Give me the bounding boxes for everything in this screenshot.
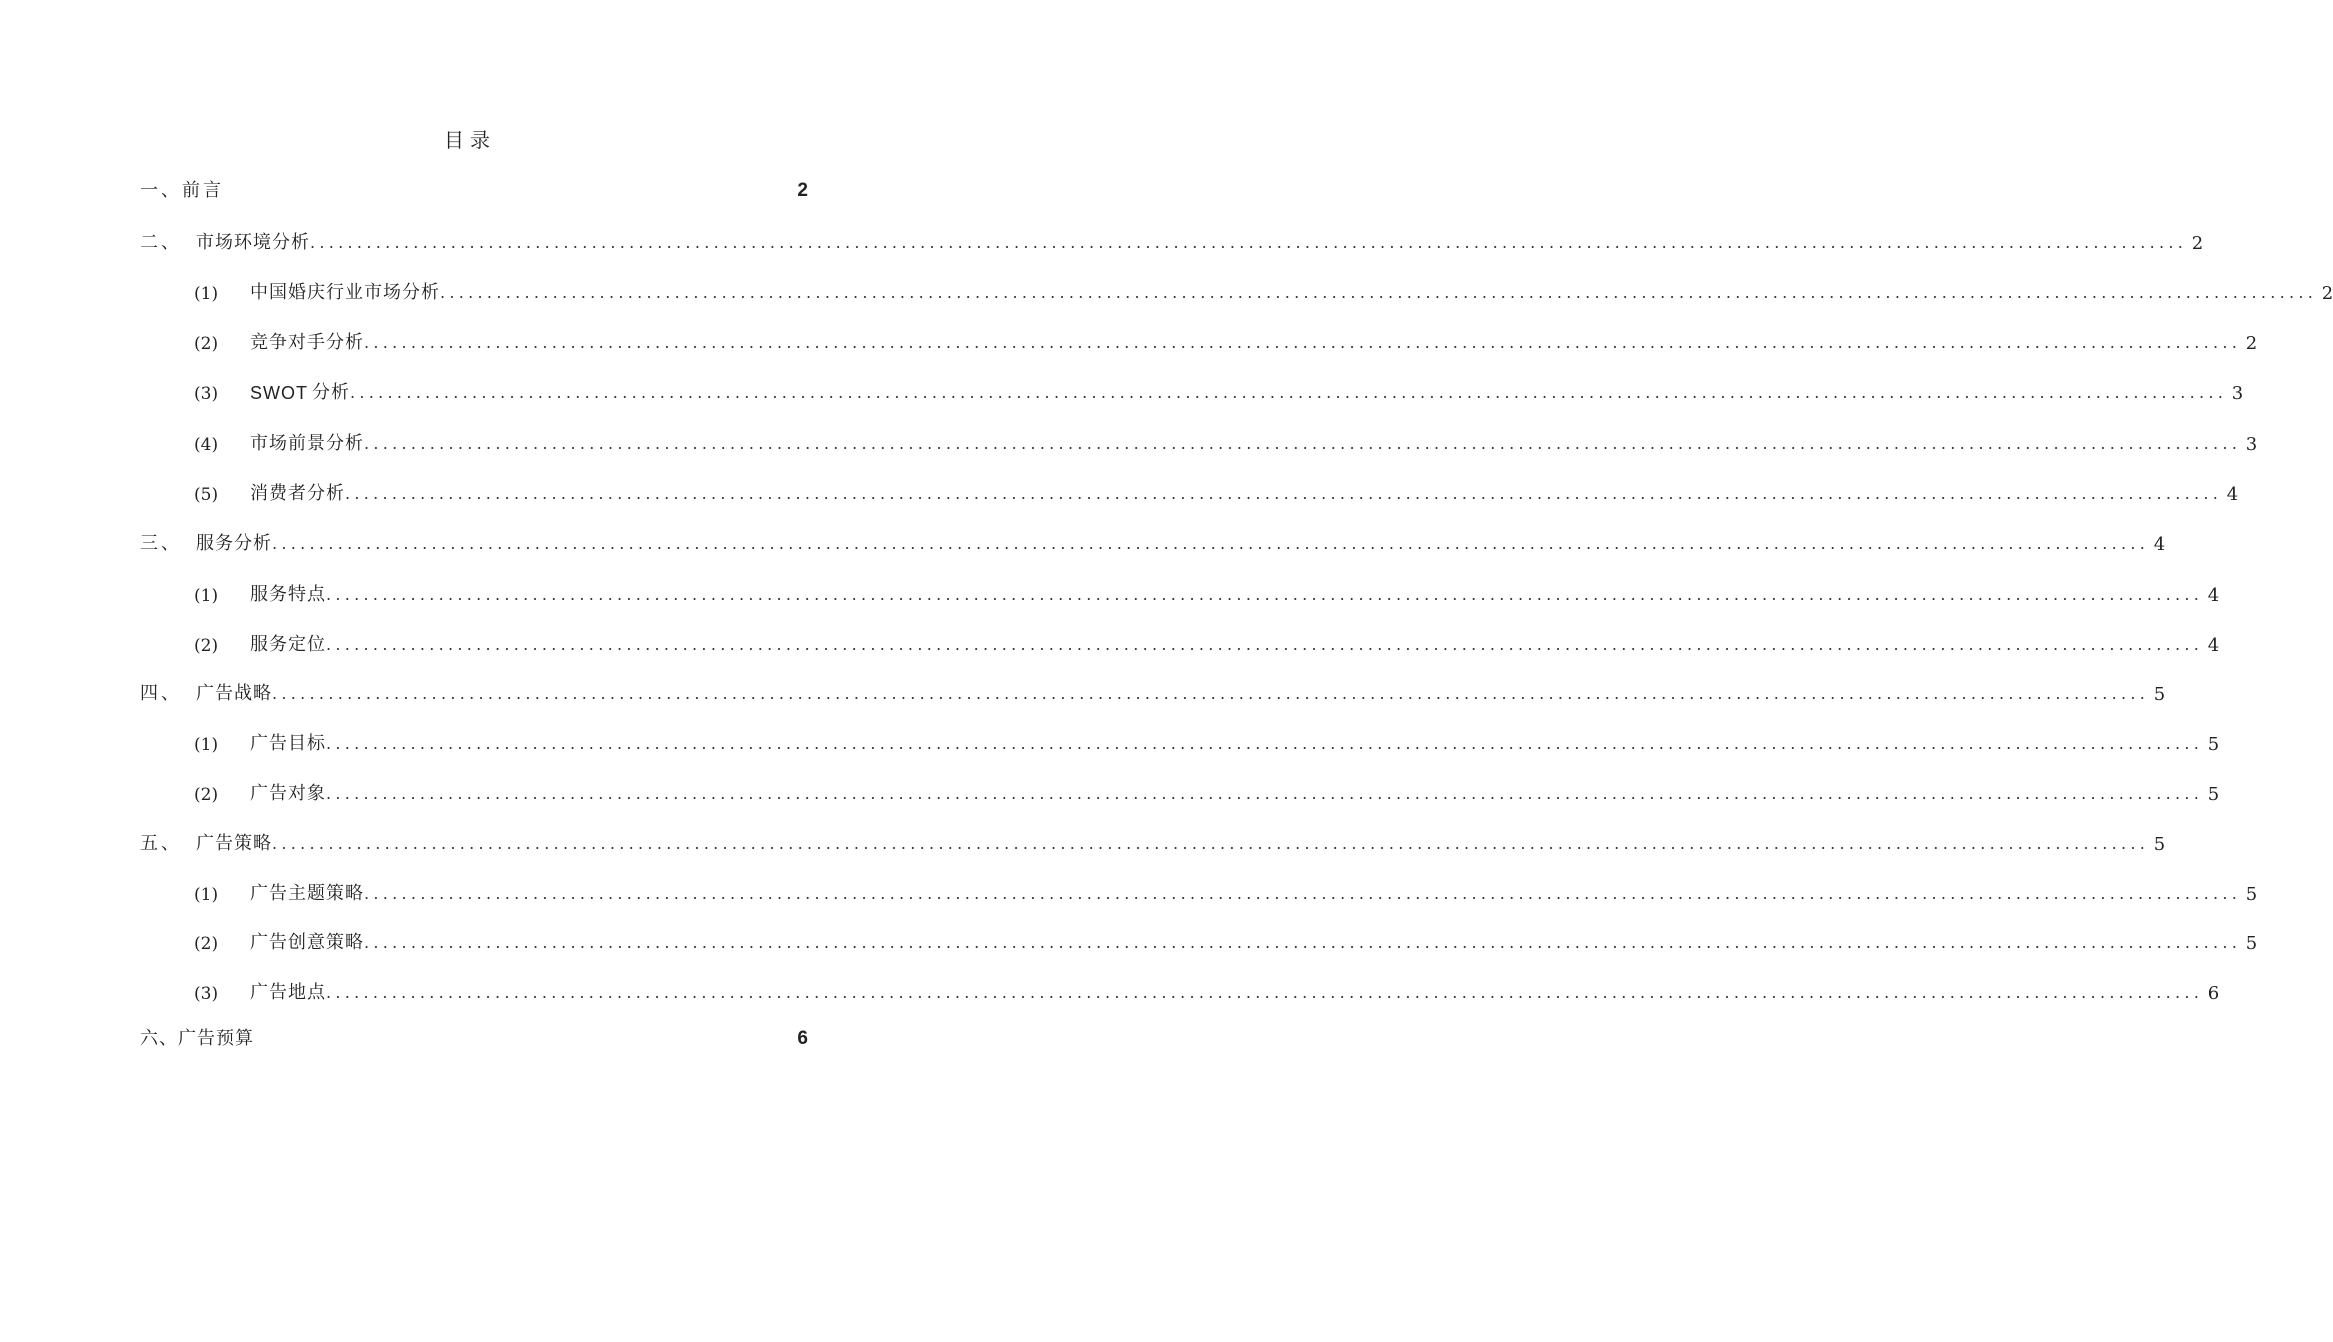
toc-entry-number: (2) [194, 334, 219, 354]
toc-entry-label: 广告预算 [178, 1028, 254, 1049]
dot-leader: ........................................................................................................................................................................................................ [272, 834, 2150, 853]
toc-entry-wedding-industry[interactable] [194, 274, 2333, 304]
toc-entry-service-positioning[interactable] [194, 626, 2220, 656]
toc-entry-label: 分析 [312, 382, 350, 403]
dot-leader: ........................................................................................................................................................................................................ [326, 784, 2204, 803]
toc-entry-page: 5 [2207, 784, 2220, 805]
dot-leader: ........................................................................................................................................................................................................ [364, 884, 2242, 903]
toc-entry-page: 2 [2245, 333, 2258, 354]
toc-entry-number: (1) [194, 735, 219, 755]
toc-entry-label: 服务分析 [196, 533, 272, 554]
toc-entry-page: 4 [2207, 635, 2220, 656]
dot-leader: ........................................................................................................................................................................................................ [326, 585, 2204, 604]
toc-entry-ad-tactics[interactable] [140, 825, 2166, 855]
toc-entry-number: 一、 [140, 180, 182, 201]
toc-entry-ad-creative[interactable] [194, 924, 2258, 954]
toc-entry-page: 3 [2245, 434, 2258, 455]
toc-entry-ad-audience[interactable] [194, 775, 2220, 805]
toc-entry-page: 5 [2207, 734, 2220, 755]
toc-entry-label: 服务特点 [250, 584, 326, 605]
toc-entry-label: 广告对象 [250, 783, 326, 804]
toc-entry-number: (2) [194, 785, 219, 805]
toc-entry-market-outlook[interactable] [194, 425, 2258, 455]
toc-entry-label: 广告战略 [196, 683, 272, 704]
dot-leader: ........................................................................................................................................................................................................ [364, 434, 2242, 453]
toc-entry-number: (2) [194, 636, 219, 656]
toc-entry-label-latin: SWOT [250, 383, 308, 403]
toc-entry-swot[interactable] [194, 374, 2244, 404]
dot-leader: ........................................................................................................................................................................................................ [326, 734, 2204, 753]
toc-entry-number: (1) [194, 284, 219, 304]
toc-entry-ad-goals[interactable] [194, 725, 2220, 755]
toc-entry-label: 市场环境分析 [196, 232, 310, 253]
toc-entry-page: 2 [2191, 233, 2204, 254]
toc-entry-label: 广告策略 [196, 833, 272, 854]
toc-entry-ad-locations[interactable] [194, 974, 2220, 1004]
dot-leader: ........................................................................................................................................................................................................ [310, 233, 2188, 252]
dot-leader: ........................................................................................................................................................................................................ [326, 983, 2204, 1002]
toc-entry-label: 广告地点 [250, 982, 326, 1003]
toc-entry-consumers[interactable] [194, 475, 2239, 505]
toc-entry-number: (5) [194, 485, 219, 505]
toc-entry-label: 前言 [182, 180, 224, 201]
toc-entry-label: 服务定位 [250, 634, 326, 655]
toc-entry-label: 竞争对手分析 [250, 332, 364, 353]
toc-entry-page: 4 [2153, 534, 2166, 555]
toc-entry-page: 6 [2207, 983, 2220, 1004]
dot-leader: ........................................................................................................................................................................................................ [350, 383, 2228, 402]
toc-entry-page: 2 [797, 180, 808, 201]
toc-entry-number: (3) [194, 384, 219, 404]
toc-entry-label: 市场前景分析 [250, 433, 364, 454]
toc-entry-page: 4 [2226, 484, 2239, 505]
toc-entry-number: 二、 [140, 232, 182, 253]
toc-entry-label: 消费者分析 [250, 483, 345, 504]
toc-entry-page: 6 [797, 1028, 808, 1049]
toc-entry-page: 3 [2231, 383, 2244, 404]
toc-entry-page: 5 [2153, 684, 2166, 705]
toc-entry-number: 六、 [140, 1028, 178, 1049]
toc-entry-ad-budget[interactable] [140, 1020, 808, 1050]
dot-leader: ........................................................................................................................................................................................................ [272, 684, 2150, 703]
dot-leader: ........................................................................................................................................................................................................ [440, 283, 2318, 302]
toc-entry-market-analysis[interactable] [140, 224, 2204, 254]
toc-entry-page: 5 [2245, 884, 2258, 905]
toc-entry-label: 广告创意策略 [250, 932, 364, 953]
toc-entry-page: 2 [2321, 283, 2333, 304]
toc-entry-service-analysis[interactable] [140, 525, 2166, 555]
dot-leader: ........................................................................................................................................................................................................ [272, 534, 2150, 553]
toc-entry-preface[interactable] [140, 172, 808, 202]
toc-entry-number: 三、 [140, 533, 182, 554]
toc-entry-number: (2) [194, 934, 219, 954]
toc-entry-label: 广告主题策略 [250, 883, 364, 904]
toc-entry-number: 五、 [140, 833, 182, 854]
toc-entry-service-features[interactable] [194, 576, 2220, 606]
toc-entry-number: (3) [194, 984, 219, 1004]
toc-entry-number: (1) [194, 885, 219, 905]
toc-entry-page: 5 [2153, 834, 2166, 855]
toc-entry-label: 中国婚庆行业市场分析 [250, 282, 440, 303]
dot-leader: ........................................................................................................................................................................................................ [364, 333, 2242, 352]
toc-entry-ad-strategy[interactable] [140, 675, 2166, 705]
toc-entry-page: 4 [2207, 585, 2220, 606]
toc-entry-number: (1) [194, 586, 219, 606]
toc-entry-label: 广告目标 [250, 733, 326, 754]
dot-leader: ........................................................................................................................................................................................................ [364, 933, 2242, 952]
dot-leader: ........................................................................................................................................................................................................ [326, 635, 2204, 654]
toc-entry-competitors[interactable] [194, 324, 2258, 354]
dot-leader: ........................................................................................................................................................................................................ [345, 484, 2223, 503]
toc-entry-page: 5 [2245, 933, 2258, 954]
toc-entry-number: (4) [194, 435, 219, 455]
page-title: 目录 [444, 128, 496, 152]
toc-entry-ad-theme[interactable] [194, 875, 2258, 905]
toc-entry-number: 四、 [140, 683, 182, 704]
